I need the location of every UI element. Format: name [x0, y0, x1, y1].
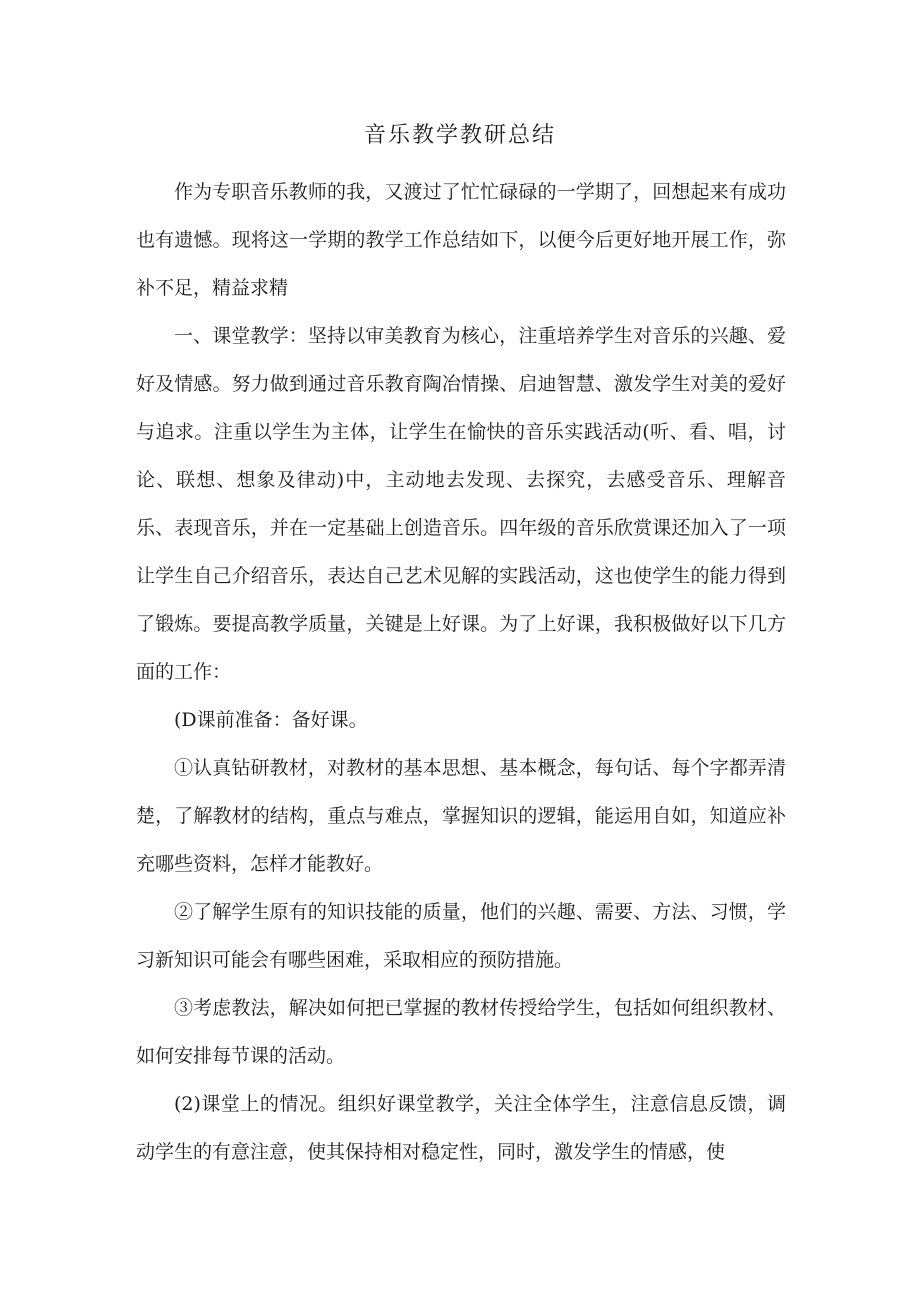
paragraph: 作为专职音乐教师的我，又渡过了忙忙碌碌的一学期了，回想起来有成功也有遗憾。现将这一学期的教学工作总结如下，以便今后更好地开展工作，弥补不足，精益求精	[136, 181, 786, 299]
document-title: 音乐教学教研总结	[363, 123, 556, 148]
paragraph: (D课前准备：备好课。	[174, 709, 368, 731]
paragraph: ②了解学生原有的知识技能的质量，他们的兴趣、需要、方法、习惯，学习新知识可能会有哪些困难，采取相应的预防措施。	[136, 901, 786, 971]
document-body	[136, 168, 786, 1176]
paragraph: ①认真钻研教材，对教材的基本思想、基本概念，每句话、每个字都弄清楚，了解教材的结构，重点与难点，掌握知识的逻辑，能运用自如，知道应补充哪些资料，怎样才能教好。	[136, 757, 786, 875]
paragraph: 一、课堂教学：坚持以审美教育为核心，注重培养学生对音乐的兴趣、爱好及情感。努力做到通过音乐教育陶冶情操、启迪智慧、激发学生对美的爱好与追求。注重以学生为主体，让学生在愉快的音乐实践活动(听、看、唱，讨论、联想、想象及律动)中，主动地去发现、去探究，去感受音乐、理解音乐、表现音乐，并在一定基础上创造音乐。四年级的音乐欣赏课还加入了一项让学生自己介绍音乐，表达自己艺术见解的实践活动，这也使学生的能力得到了锻炼。要提高教学质量，关键是上好课。为了上好课，我积极做好以下几方面的工作：	[136, 325, 786, 683]
paragraph: ③考虑教法，解决如何把已掌握的教材传授给学生，包括如何组织教材、如何安排每节课的活动。	[136, 997, 786, 1067]
paragraph: (2)课堂上的情况。组织好课堂教学，关注全体学生，注意信息反馈，调动学生的有意注意，使其保持相对稳定性，同时，激发学生的情感，使	[136, 1093, 786, 1163]
